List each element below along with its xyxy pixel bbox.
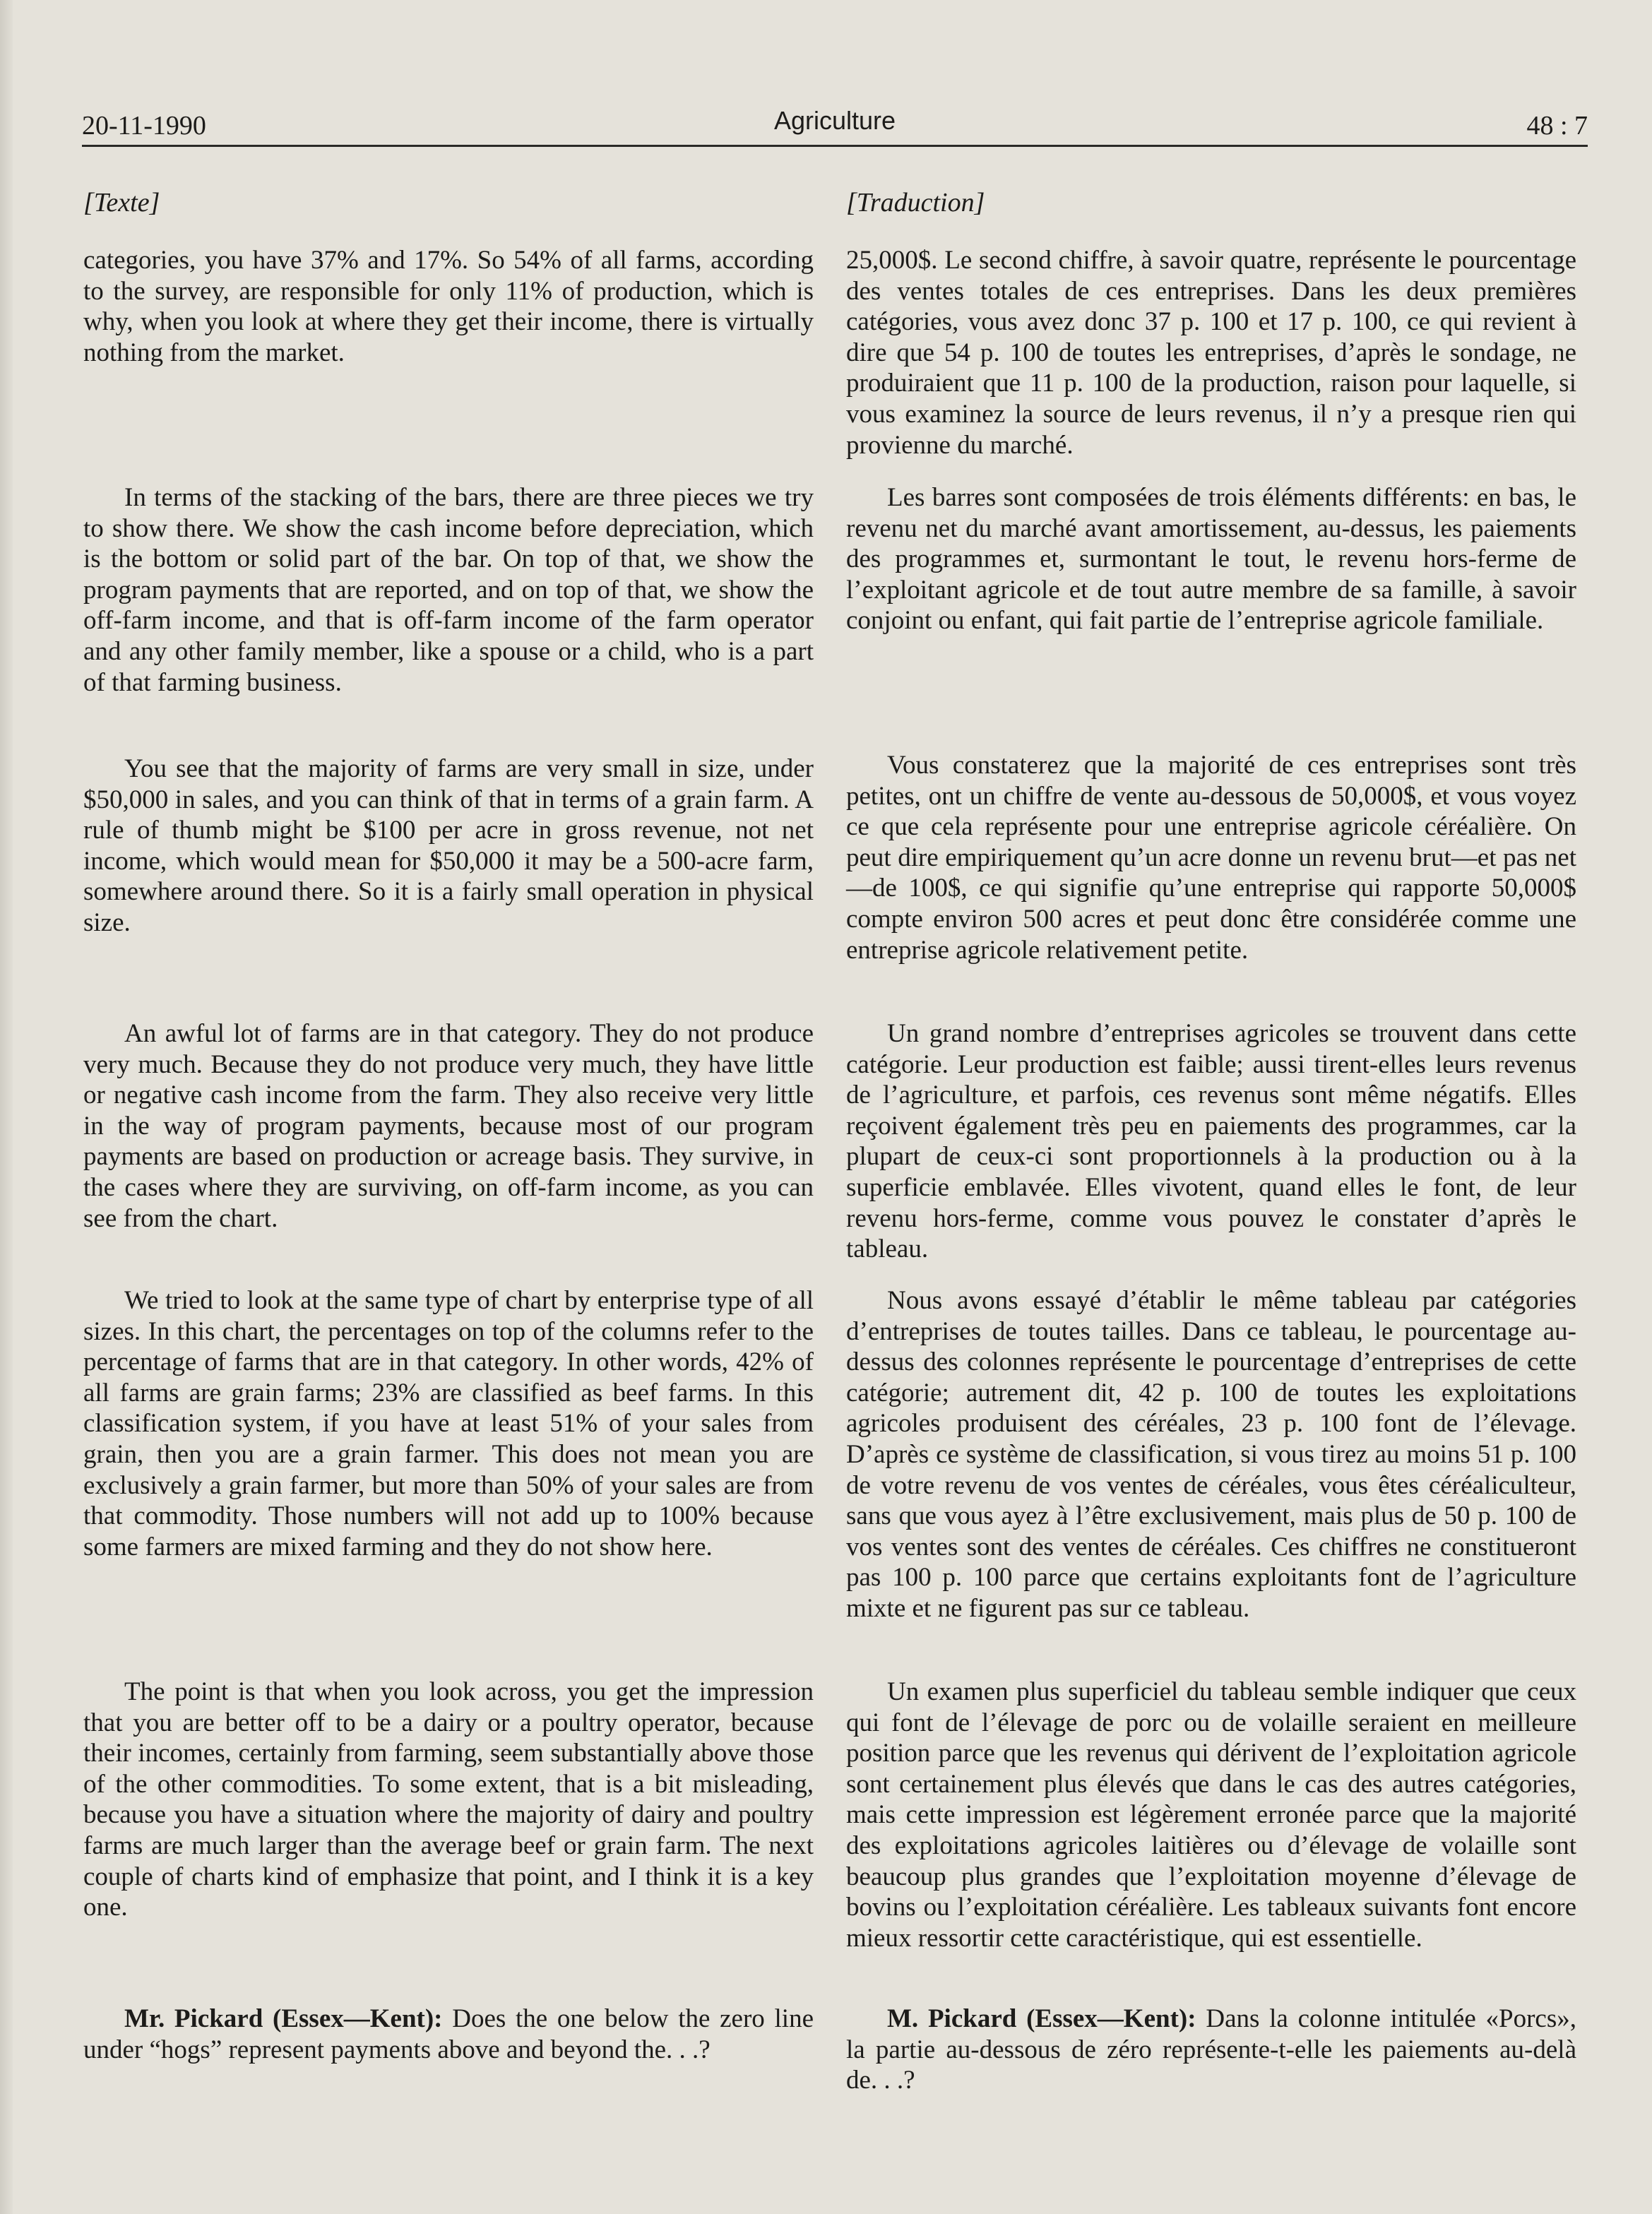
running-header [82, 106, 1588, 145]
paragraph: The point is that when you look across, you get the impression that you are better off to be a dairy or a poultry operator, because their incomes, certainly from farming, seem substantially above those of the other commodities. To some extent, that is a bit misleading, because you have a situation where the majority of dairy and poultry farms are much larger than the average beef or grain farm. The next couple of charts kind of emphasize that point, and I think it is a key one. [83, 1677, 814, 1922]
paragraph: categories, you have 37% and 17%. So 54% of all farms, according to the survey, are responsible for only 11% of production, which is why, when you look at where they get their income, there is virtually nothing from the market. [83, 246, 814, 367]
right-column [846, 187, 1576, 2095]
paragraph: Un grand nombre d’entreprises agricoles se trouvent dans cette catégorie. Leur production est faible; aussi tirent-elles leurs revenus de l’agriculture, et parfois, ces revenus sont même négatifs. Elles reçoivent également très peu en paiements des programmes, car la plupart de ceux-ci sont proportionnels à la production ou à la superficie emblavée. Elles vivotent, quand elles le font, de leur revenu hors-ferme, comme vous pouvez le constater d’après le tableau. [846, 1019, 1576, 1264]
paragraph: In terms of the stacking of the bars, there are three pieces we try to show there. We show the cash income before depreciation, which is the bottom or solid part of the bar. On top of that, we show the program payments that are reported, and on top of that, we show the off-farm income, and that is off-farm income of the farm operator and any other family member, like a spouse or a child, who is a part of that farming business. [83, 483, 814, 697]
speaker-text: Dans la colonne intitulée «Porcs», la partie au-dessous de zéro représente-t-elle les paiements au-delà de. . .? [846, 2004, 1576, 2095]
speaker-paragraph [83, 2004, 814, 2065]
column-label-traduction: [Traduction] [846, 188, 985, 218]
speaker-name: Mr. Pickard (Essex—Kent): [124, 2004, 443, 2033]
header-title: Agriculture [773, 106, 896, 135]
paragraph: 25,000$. Le second chiffre, à savoir quatre, représente le pourcentage des ventes totales de ces entreprises. Dans les deux premières catégories, vous avez donc 37 p. 100 et 17 p. 100, ce qui revient à dire que 54 p. 100 de toutes les entreprises, d’après le sondage, ne produiraient que 11 p. 100 de la production, raison pour laquelle, si vous examinez la source de leurs revenus, il n’y a presque rien qui provienne du marché. [846, 246, 1576, 460]
paragraph: Les barres sont composées de trois éléments différents: en bas, le revenu net du marché avant amortissement, au-dessus, les paiements des programmes et, surmontant le tout, le revenu hors-ferme de l’exploitant agricole et de tout autre membre de sa famille, à savoir conjoint ou enfant, qui fait partie de l’entreprise agricole familiale. [846, 483, 1576, 636]
speaker-paragraph [846, 2004, 1576, 2096]
header-page-number: 48 : 7 [1526, 111, 1588, 141]
header-date: 20-11-1990 [82, 111, 206, 141]
paragraph: Un examen plus superficiel du tableau semble indiquer que ceux qui font de l’élevage de porc ou de volaille seraient en meilleure position parce que les revenus qui dérivent de l’exploitation agricole sont certainement plus élevés que dans le cas des autres catégories, mais cette impression est légèrement erronée parce que la majorité des exploitations agricoles laitières ou d’élevage de volaille sont beaucoup plus grandes que l’exploitation moyenne d’élevage de bovins ou l’exploitation céréalière. Les tableaux suivants font encore mieux ressortir cette caractéristique, qui est essentielle. [846, 1677, 1576, 1953]
speaker-name: M. Pickard (Essex—Kent): [887, 2004, 1196, 2033]
speaker-text: Does the one below the zero line under “hogs” represent payments above and beyond the. . .? [83, 2004, 814, 2064]
header-rule [82, 145, 1588, 147]
paragraph: An awful lot of farms are in that category. They do not produce very much. Because they do not produce very much, they have little or negative cash income from the farm. They also receive very little in the way of program payments, because most of our program payments are based on production or acreage basis. They survive, in the cases where they are surviving, on off-farm income, as you can see from the chart. [83, 1019, 814, 1233]
binding-edge [0, 0, 13, 2214]
paragraph: Nous avons essayé d’établir le même tableau par catégories d’entreprises de toutes tailles. Dans ce tableau, le pourcentage au-dessus des colonnes représente le pourcentage d’entreprises de cette catégorie; autrement dit, 42 p. 100 de toutes les exploitations agricoles produisent des céréales, 23 p. 100 font de l’élevage. D’après ce système de classification, si vous tirez au moins 51 p. 100 de votre revenu de vos ventes de céréales, vous êtes céréaliculteur, sans que vous ayez à l’être exclusivement, mais plus de 50 p. 100 de vos ventes sont des ventes de céréales. Ces chiffres ne constitueront pas 100 p. 100 parce que certains exploitants font de l’agriculture mixte et ne figurent pas sur ce tableau. [846, 1286, 1576, 1623]
paragraph: You see that the majority of farms are very small in size, under $50,000 in sales, and you can think of that in terms of a grain farm. A rule of thumb might be $100 per acre in gross revenue, not net income, which would mean for $50,000 it may be a 500-acre farm, somewhere around there. So it is a fairly small operation in physical size. [83, 754, 814, 937]
paragraph: We tried to look at the same type of chart by enterprise type of all sizes. In this chart, the percentages on top of the columns refer to the percentage of farms that are in that category. In other words, 42% of all farms are grain farms; 23% are classified as beef farms. In this classification system, if you have at least 51% of your sales from grain, then you are a grain farmer. This does not mean you are exclusively a grain farmer, but more than 50% of your sales are from that commodity. Those numbers will not add up to 100% because some farmers are mixed farming and they do not show here. [83, 1286, 814, 1561]
left-column [83, 187, 814, 2064]
paragraph: Vous constaterez que la majorité de ces entreprises sont très petites, ont un chiffre de vente au-dessous de 50,000$, et vous voyez ce que cela représente pour une entreprise agricole céréalière. On peut dire empiriquement qu’un acre donne un revenu brut—et pas net—de 100$, ce qui signifie qu’une entreprise qui rapporte 50,000$ compte environ 500 acres et peut donc être considérée comme une entreprise agricole relativement petite. [846, 751, 1576, 965]
column-label-texte: [Texte] [83, 188, 160, 218]
